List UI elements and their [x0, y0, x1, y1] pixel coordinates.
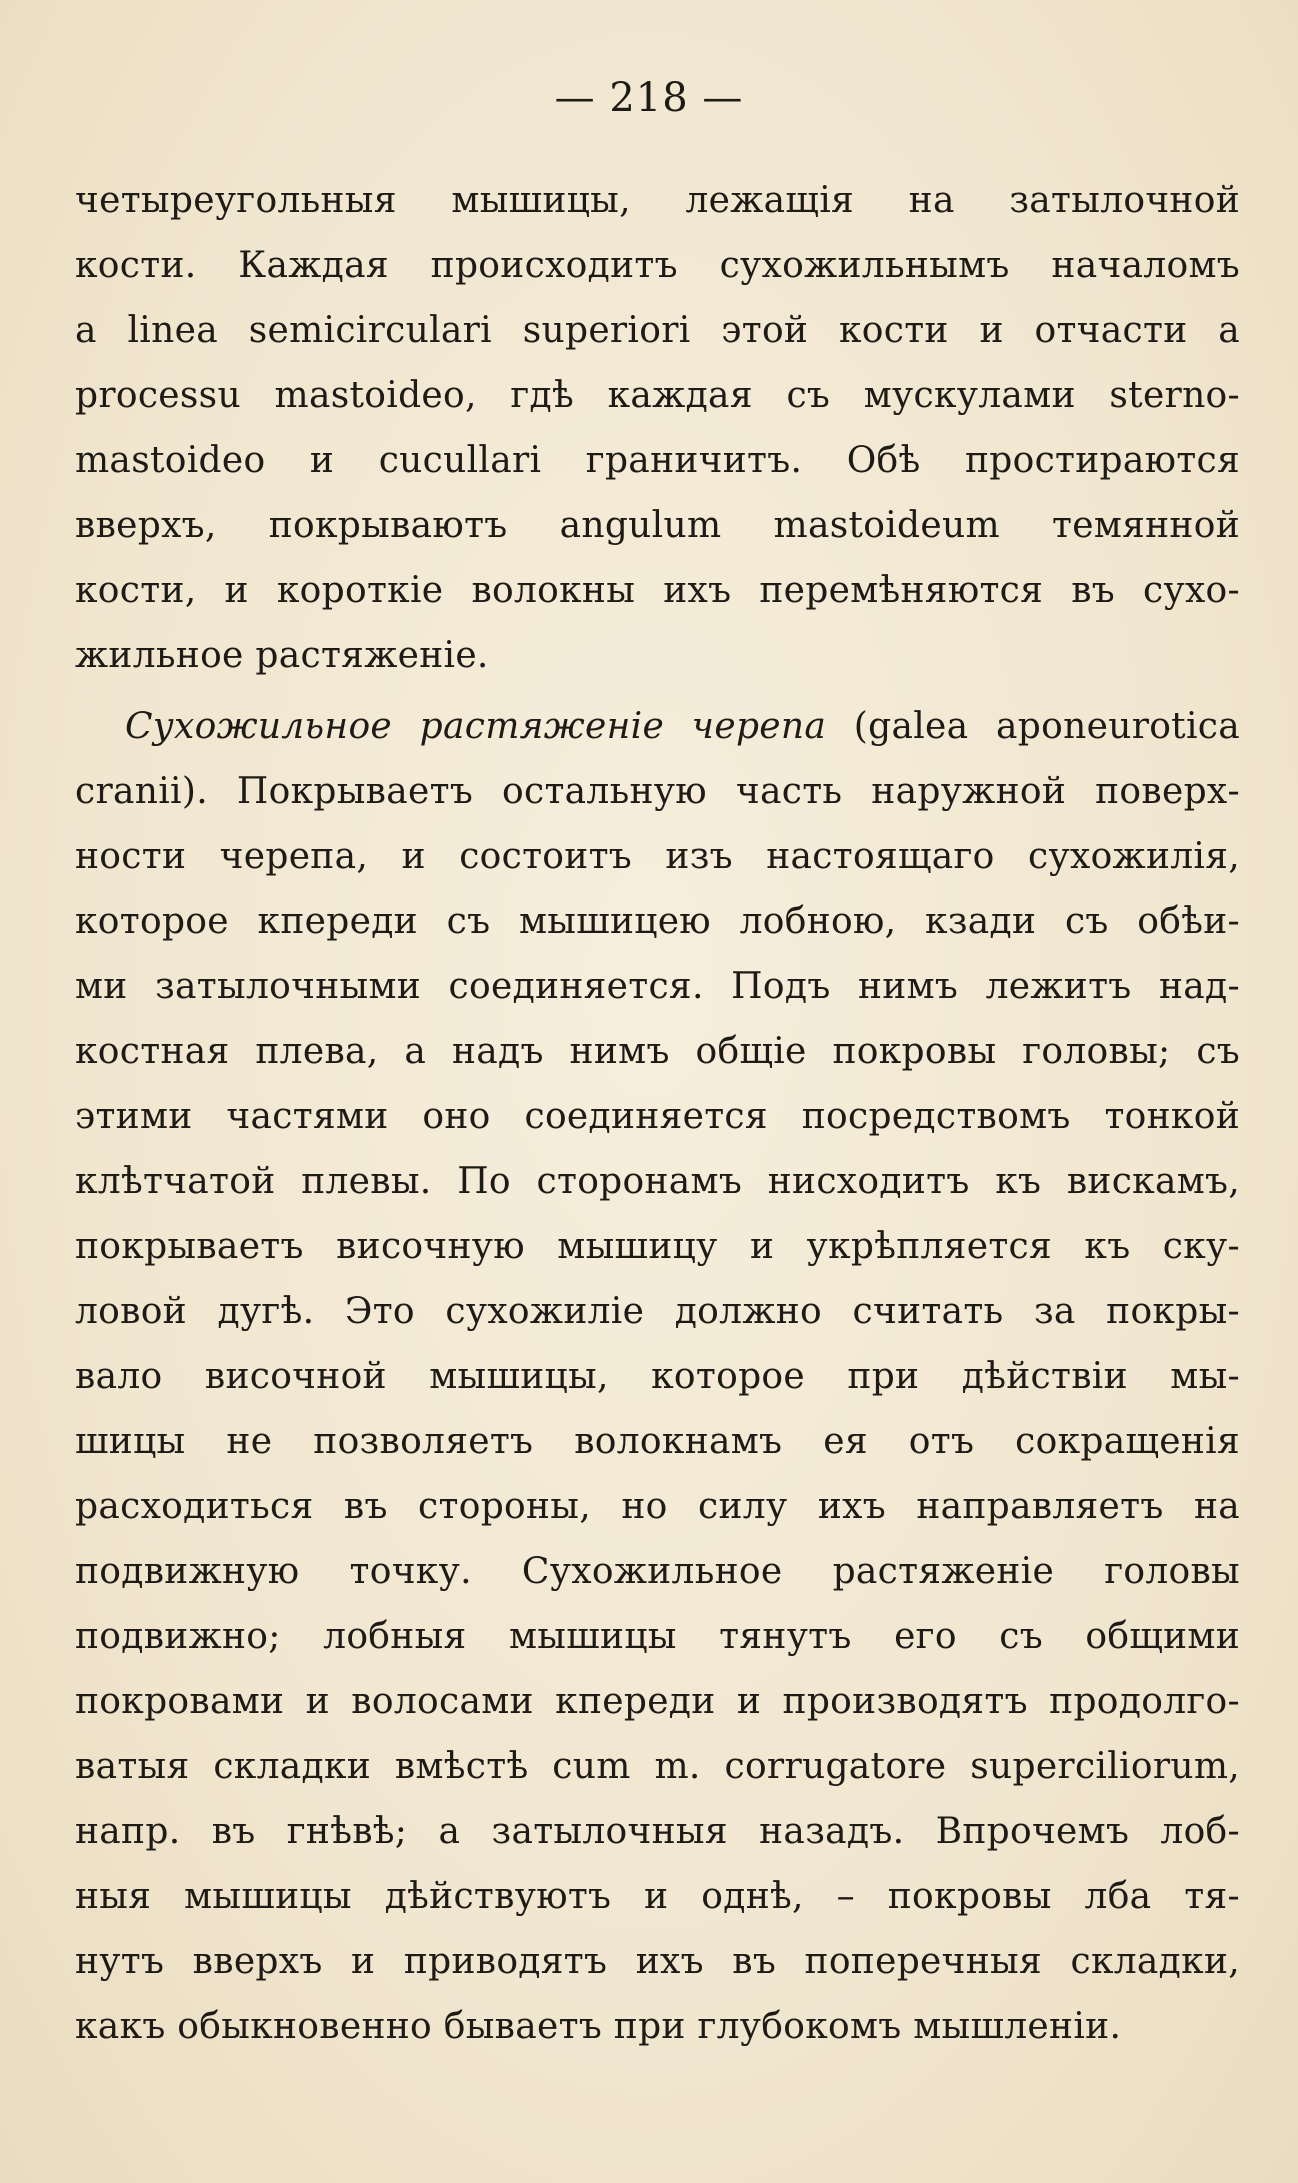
text-line: ловой дугѣ. Это сухожиліе должно считать за покры- — [75, 1291, 1240, 1332]
text-line: вверхъ, покрываютъ angulum mastoideum темянной — [75, 505, 1240, 546]
text-line: кости, и короткіе волокны ихъ перемѣняются въ сухо- — [75, 570, 1240, 611]
text-line: расходиться въ стороны, но силу ихъ направляетъ на — [75, 1486, 1240, 1527]
section-heading-italic: Сухожильное растяженіе черепа — [125, 706, 827, 747]
text-line: шицы не позволяетъ волокнамъ ея отъ сокращенія — [75, 1421, 1240, 1462]
text-line: покровами и волосами кпереди и производятъ продолго- — [75, 1681, 1240, 1722]
text-line: нутъ вверхъ и приводятъ ихъ въ поперечныя складки, — [75, 1941, 1240, 1982]
text-line: какъ обыкновенно бываетъ при глубокомъ мышленіи. — [75, 2006, 1122, 2047]
text-line: ми затылочными соединяется. Подъ нимъ лежитъ над- — [75, 966, 1240, 1007]
text-line: клѣтчатой плевы. По сторонамъ нисходитъ къ вискамъ, — [75, 1161, 1240, 1202]
paragraph-2-first-line — [75, 694, 1240, 759]
text-line: покрываетъ височную мышицу и укрѣпляется къ ску- — [75, 1226, 1240, 1267]
text-line: вало височной мышицы, которое при дѣйствіи мы- — [75, 1356, 1240, 1397]
text-line: костная плева, а надъ нимъ общіе покровы головы; съ — [75, 1031, 1240, 1072]
text-line: ности черепа, и состоитъ изъ настоящаго сухожилія, — [75, 836, 1240, 877]
text-line: кости. Каждая происходитъ сухожильнымъ началомъ — [75, 245, 1240, 286]
text-line: четыреугольныя мышицы, лежащія на затылочной — [75, 180, 1240, 221]
text-line: жильное растяженіе. — [75, 635, 489, 676]
text-line: cranii). Покрываетъ остальную часть наружной поверх- — [75, 771, 1240, 812]
text-line: mastoideo и cucullari граничитъ. Обѣ простираются — [75, 440, 1240, 481]
text-line: ныя мышицы дѣйствуютъ и однѣ, – покровы лба тя- — [75, 1876, 1240, 1917]
text-line: этими частями оно соединяется посредствомъ тонкой — [75, 1096, 1240, 1137]
text-line: напр. въ гнѣвѣ; а затылочныя назадъ. Впрочемъ лоб- — [75, 1811, 1240, 1852]
text-line: ватыя складки вмѣстѣ cum m. corrugatore superciliorum, — [75, 1746, 1240, 1787]
page-number: — 218 — — [554, 75, 744, 121]
text-line: processu mastoideo, гдѣ каждая съ мускулами sterno- — [75, 375, 1240, 416]
body-text — [75, 168, 1240, 2059]
text-line: которое кпереди съ мышицею лобною, кзади съ обѣи- — [75, 901, 1240, 942]
text-line: подвижно; лобныя мышицы тянутъ его съ общими — [75, 1616, 1240, 1657]
heading-latin-term: (galea aponeurotica — [826, 706, 1240, 747]
text-line: a linea semicirculari superiori этой кости и отчасти a — [75, 310, 1240, 351]
text-line: подвижную точку. Сухожильное растяженіе головы — [75, 1551, 1240, 1592]
